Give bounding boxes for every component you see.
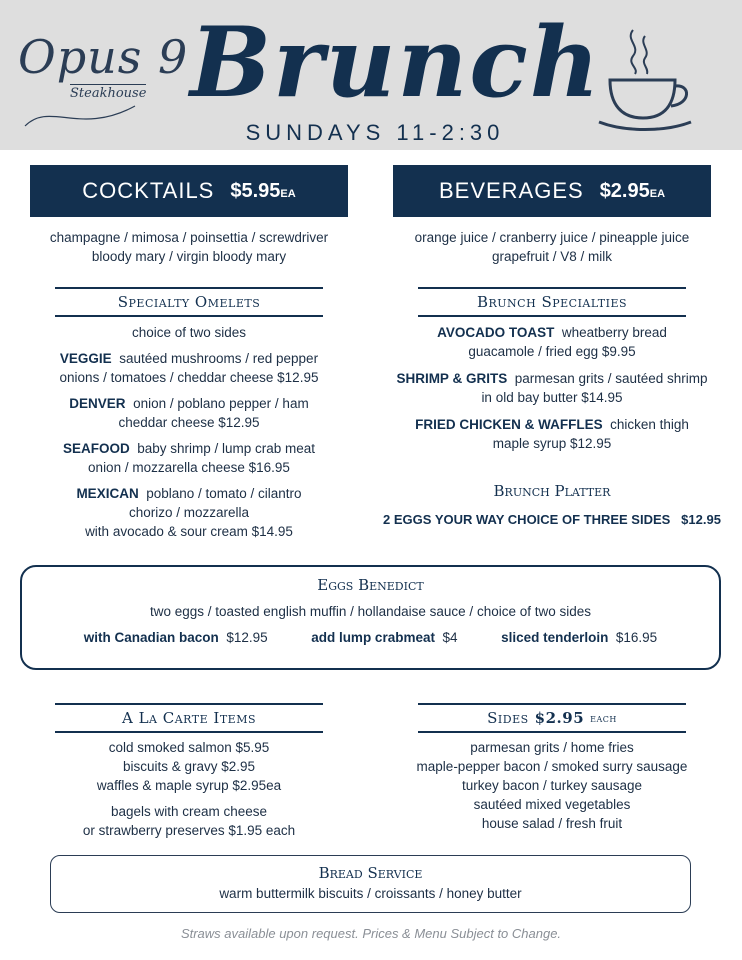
sides-title: Sides [487, 709, 529, 727]
a-la-carte-heading: A La Carte Items [55, 703, 323, 733]
beverages-line: orange juice / cranberry juice / pineapple juice [414, 230, 690, 245]
omelet-desc: baby shrimp / lump crab meat [137, 441, 316, 456]
sides-line: turkey bacon / turkey sausage [461, 778, 643, 793]
specialty-desc: chicken thigh [610, 417, 689, 432]
omelet-item [20, 439, 358, 477]
a-la-carte-line: bagels with cream cheese [110, 804, 268, 819]
omelets-heading: Specialty Omelets [55, 287, 323, 317]
omelet-desc: onions / tomatoes / cheddar cheese $12.95 [59, 370, 319, 385]
specialty-name: SHRIMP & GRITS [396, 371, 508, 386]
bread-service-line: warm buttermilk biscuits / croissants / honey butter [219, 886, 522, 901]
specialty-item [382, 369, 722, 407]
sides-line: house salad / fresh fruit [481, 816, 623, 831]
eggs-benedict-options [22, 628, 719, 647]
beverages-list [378, 228, 726, 266]
sides-unit: each [590, 711, 617, 725]
sides-list [382, 738, 722, 833]
a-la-carte-list [20, 738, 358, 840]
sides-line: sautéed mixed vegetables [473, 797, 631, 812]
sides-heading [418, 703, 686, 733]
cocktails-banner [30, 165, 348, 217]
platter-line [376, 510, 728, 529]
specialty-desc: maple syrup $12.95 [492, 436, 612, 451]
page-title: Brunch [190, 6, 602, 119]
cocktails-title: COCKTAILS [82, 178, 215, 203]
cocktails-unit: EA [280, 187, 296, 200]
eggs-option-price: $16.95 [615, 630, 658, 645]
beverages-price: $2.95 [599, 179, 650, 202]
omelet-name: SEAFOOD [62, 441, 130, 456]
cocktails-list [30, 228, 348, 266]
eggs-benedict-box [20, 565, 721, 670]
eggs-option [311, 628, 457, 647]
omelet-desc: onion / mozzarella cheese $16.95 [88, 460, 290, 475]
bread-service-title: Bread Service [318, 864, 423, 882]
coffee-cup-icon [595, 22, 695, 132]
sides-price: $2.95 [534, 709, 585, 727]
specialty-name: AVOCADO TOAST [437, 325, 555, 340]
specialty-desc: in old bay butter $14.95 [481, 390, 623, 405]
cocktails-line: champagne / mimosa / poinsettia / screwdriver [49, 230, 329, 245]
a-la-carte-line: waffles & maple syrup $2.95ea [96, 778, 282, 793]
platter-title: Brunch Platter [493, 482, 611, 500]
bread-service-box [50, 855, 691, 913]
omelet-desc: poblano / tomato / cilantro [146, 486, 302, 501]
beverages-title: BEVERAGES [438, 178, 584, 203]
eggs-option-label: add lump crabmeat [311, 630, 435, 645]
beverages-unit: EA [649, 187, 666, 200]
hours-text: SUNDAYS 11-2:30 [245, 120, 505, 145]
omelet-item [20, 484, 358, 541]
restaurant-logo: Opus 9 [18, 30, 189, 84]
platter-price: $12.95 [681, 512, 721, 527]
specialty-item [382, 323, 722, 361]
omelet-name: MEXICAN [76, 486, 139, 501]
a-la-carte-line: or strawberry preserves $1.95 each [82, 823, 296, 838]
menu-header [0, 0, 742, 150]
specialty-desc: wheatberry bread [561, 325, 667, 340]
eggs-option-price: $4 [442, 630, 458, 645]
eggs-benedict-desc: two eggs / toasted english muffin / hollandaise sauce / choice of two sides [149, 604, 591, 619]
omelet-item [20, 349, 358, 387]
eggs-option [84, 628, 268, 647]
omelet-item [20, 394, 358, 432]
beverages-price-group [600, 180, 665, 203]
specialty-name: FRIED CHICKEN & WAFFLES [415, 417, 603, 432]
omelets-section [20, 323, 358, 541]
omelet-desc: sautéed mushrooms / red pepper [119, 351, 319, 366]
a-la-carte-line: cold smoked salmon $5.95 [108, 740, 270, 755]
specialties-section [382, 323, 722, 453]
eggs-benedict-title: Eggs Benedict [317, 576, 424, 594]
omelet-name: VEGGIE [59, 351, 112, 366]
beverages-line: grapefruit / V8 / milk [491, 249, 613, 264]
omelets-intro: choice of two sides [131, 325, 247, 340]
cocktails-line: bloody mary / virgin bloody mary [91, 249, 287, 264]
eggs-option [501, 628, 657, 647]
specialty-desc: parmesan grits / sautéed shrimp [514, 371, 708, 386]
specialties-heading: Brunch Specialties [418, 287, 686, 317]
omelet-desc: with avocado & sour cream $14.95 [85, 524, 293, 539]
a-la-carte-line: biscuits & gravy $2.95 [122, 759, 256, 774]
eggs-option-price: $12.95 [226, 630, 268, 645]
omelet-desc: cheddar cheese $12.95 [118, 415, 260, 430]
cocktails-price: $5.95 [230, 179, 281, 202]
specialty-desc: guacamole / fried egg $9.95 [468, 344, 636, 359]
platter-text: 2 EGGS YOUR WAY CHOICE OF THREE SIDES [383, 512, 671, 527]
beverages-banner [393, 165, 711, 217]
specialty-item [382, 415, 722, 453]
sides-line: maple-pepper bacon / smoked surry sausage [416, 759, 688, 774]
cocktails-price-group [230, 180, 295, 203]
footnote: Straws available upon request. Prices & Menu Subject to Change. [180, 926, 562, 941]
eggs-option-label: with Canadian bacon [83, 630, 219, 645]
sides-line: parmesan grits / home fries [470, 740, 634, 755]
restaurant-logo-subtitle: Steakhouse [70, 86, 147, 101]
omelet-desc: chorizo / mozzarella [128, 505, 250, 520]
eggs-option-label: sliced tenderloin [501, 630, 609, 645]
logo-swash-icon [20, 96, 140, 136]
omelet-desc: onion / poblano pepper / ham [133, 396, 309, 411]
omelet-name: DENVER [69, 396, 126, 411]
